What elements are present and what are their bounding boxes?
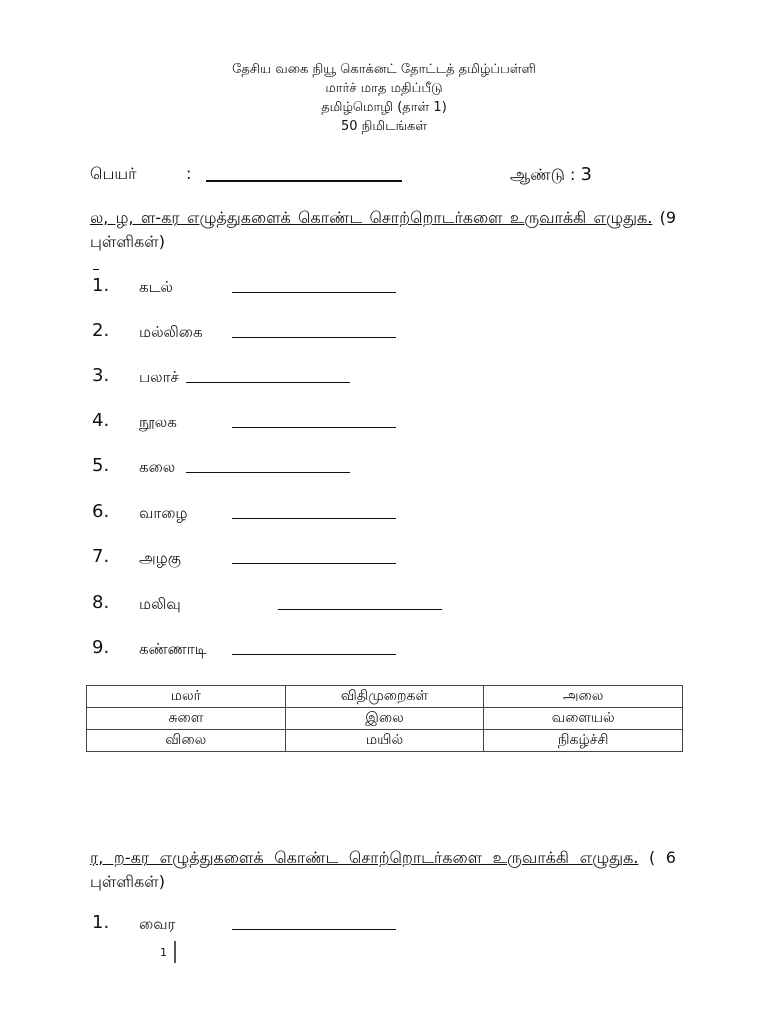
item-word: வாழை (139, 504, 188, 522)
section1-points: (9 புள்ளிகள்) (90, 208, 676, 251)
answer-blank-line[interactable] (232, 292, 396, 293)
answer-blank-line[interactable] (232, 518, 396, 519)
table-row (87, 708, 683, 730)
student-info-row (90, 164, 680, 188)
year-value: 3 (580, 164, 592, 185)
table-cell: சுளை (87, 708, 286, 730)
school-name: தேசிய வகை நியூ கொக்னட் தோட்டத் தமிழ்ப்பள்ளி (232, 62, 536, 77)
section1-item-7 (92, 546, 512, 572)
answer-blank-line[interactable] (232, 337, 396, 338)
section2-instruction (90, 846, 676, 894)
section1-instruction (90, 206, 676, 254)
item-word: கண்ணாடி (139, 640, 207, 658)
item-word: வைர (139, 915, 176, 933)
answer-blank-line[interactable] (186, 472, 350, 473)
answer-blank-line[interactable] (232, 929, 396, 930)
answer-blank-line[interactable] (232, 654, 396, 655)
document-header (0, 60, 768, 136)
item-number: 2. (92, 320, 110, 341)
year-label: ஆண்டு : (510, 165, 576, 184)
item-word: பலாச் (139, 368, 179, 386)
item-number: 4. (92, 410, 110, 431)
table-cell: விலை (87, 730, 286, 752)
table-cell: அலை (484, 686, 683, 708)
section1-instruction-text: ல, ழ, ள-கர எழுத்துகளைக் கொண்ட சொற்றொடர்களை உருவாக்கி எழுதுக. (90, 208, 653, 227)
section1-item-4 (92, 410, 512, 436)
page-number-divider (174, 941, 176, 963)
section1-item-6 (92, 501, 512, 527)
section1-item-3 (92, 365, 512, 391)
page-number: 1 (160, 946, 167, 959)
section1-item-5 (92, 455, 512, 481)
item-word: அழகு (139, 549, 181, 567)
word-bank-table (86, 685, 683, 752)
table-row (87, 686, 683, 708)
table-row (87, 730, 683, 752)
item-number: 3. (92, 365, 110, 386)
section2-item-1 (92, 912, 512, 938)
year-field (510, 164, 592, 186)
answer-blank-line[interactable] (186, 382, 350, 383)
subject-title: தமிழ்மொழி (தாள் 1) (321, 100, 447, 115)
stray-underline (93, 269, 99, 270)
section1-item-9 (92, 637, 512, 663)
exam-duration: 50 நிமிடங்கள் (340, 119, 428, 134)
item-number: 1. (92, 275, 110, 296)
exam-title: மார்ச் மாத மதிப்பீடு (325, 81, 443, 96)
section1-item-2 (92, 320, 512, 346)
item-number: 6. (92, 501, 110, 522)
answer-blank-line[interactable] (232, 427, 396, 428)
item-word: கலை (139, 458, 176, 476)
item-number: 7. (92, 546, 110, 567)
item-word: மலிவு (139, 595, 181, 613)
answer-blank-line[interactable] (278, 609, 442, 610)
section2-points: ( 6 புள்ளிகள்) (90, 848, 676, 891)
section1-item-8 (92, 592, 512, 618)
item-word: கடல் (139, 278, 173, 296)
item-number: 5. (92, 455, 110, 476)
answer-blank-line[interactable] (232, 563, 396, 564)
item-number: 8. (92, 592, 110, 613)
table-cell: மலர் (87, 686, 286, 708)
table-cell: மயில் (285, 730, 484, 752)
item-number: 9. (92, 637, 110, 658)
table-cell: விதிமுறைகள் (285, 686, 484, 708)
section1-item-1 (92, 275, 512, 301)
name-label: பெயர் (90, 164, 137, 183)
table-cell: இலை (285, 708, 484, 730)
section2-instruction-text: ர, ற-கர எழுத்துகளைக் கொண்ட சொற்றொடர்களை உருவாக்கி எழுதுக. (90, 848, 639, 867)
name-blank-line[interactable] (206, 180, 402, 182)
item-word: நூலக (139, 413, 177, 431)
table-cell: வளையல் (484, 708, 683, 730)
item-word: மல்லிகை (139, 323, 203, 341)
item-number: 1. (92, 912, 110, 933)
name-colon: : (186, 164, 192, 183)
table-cell: நிகழ்ச்சி (484, 730, 683, 752)
